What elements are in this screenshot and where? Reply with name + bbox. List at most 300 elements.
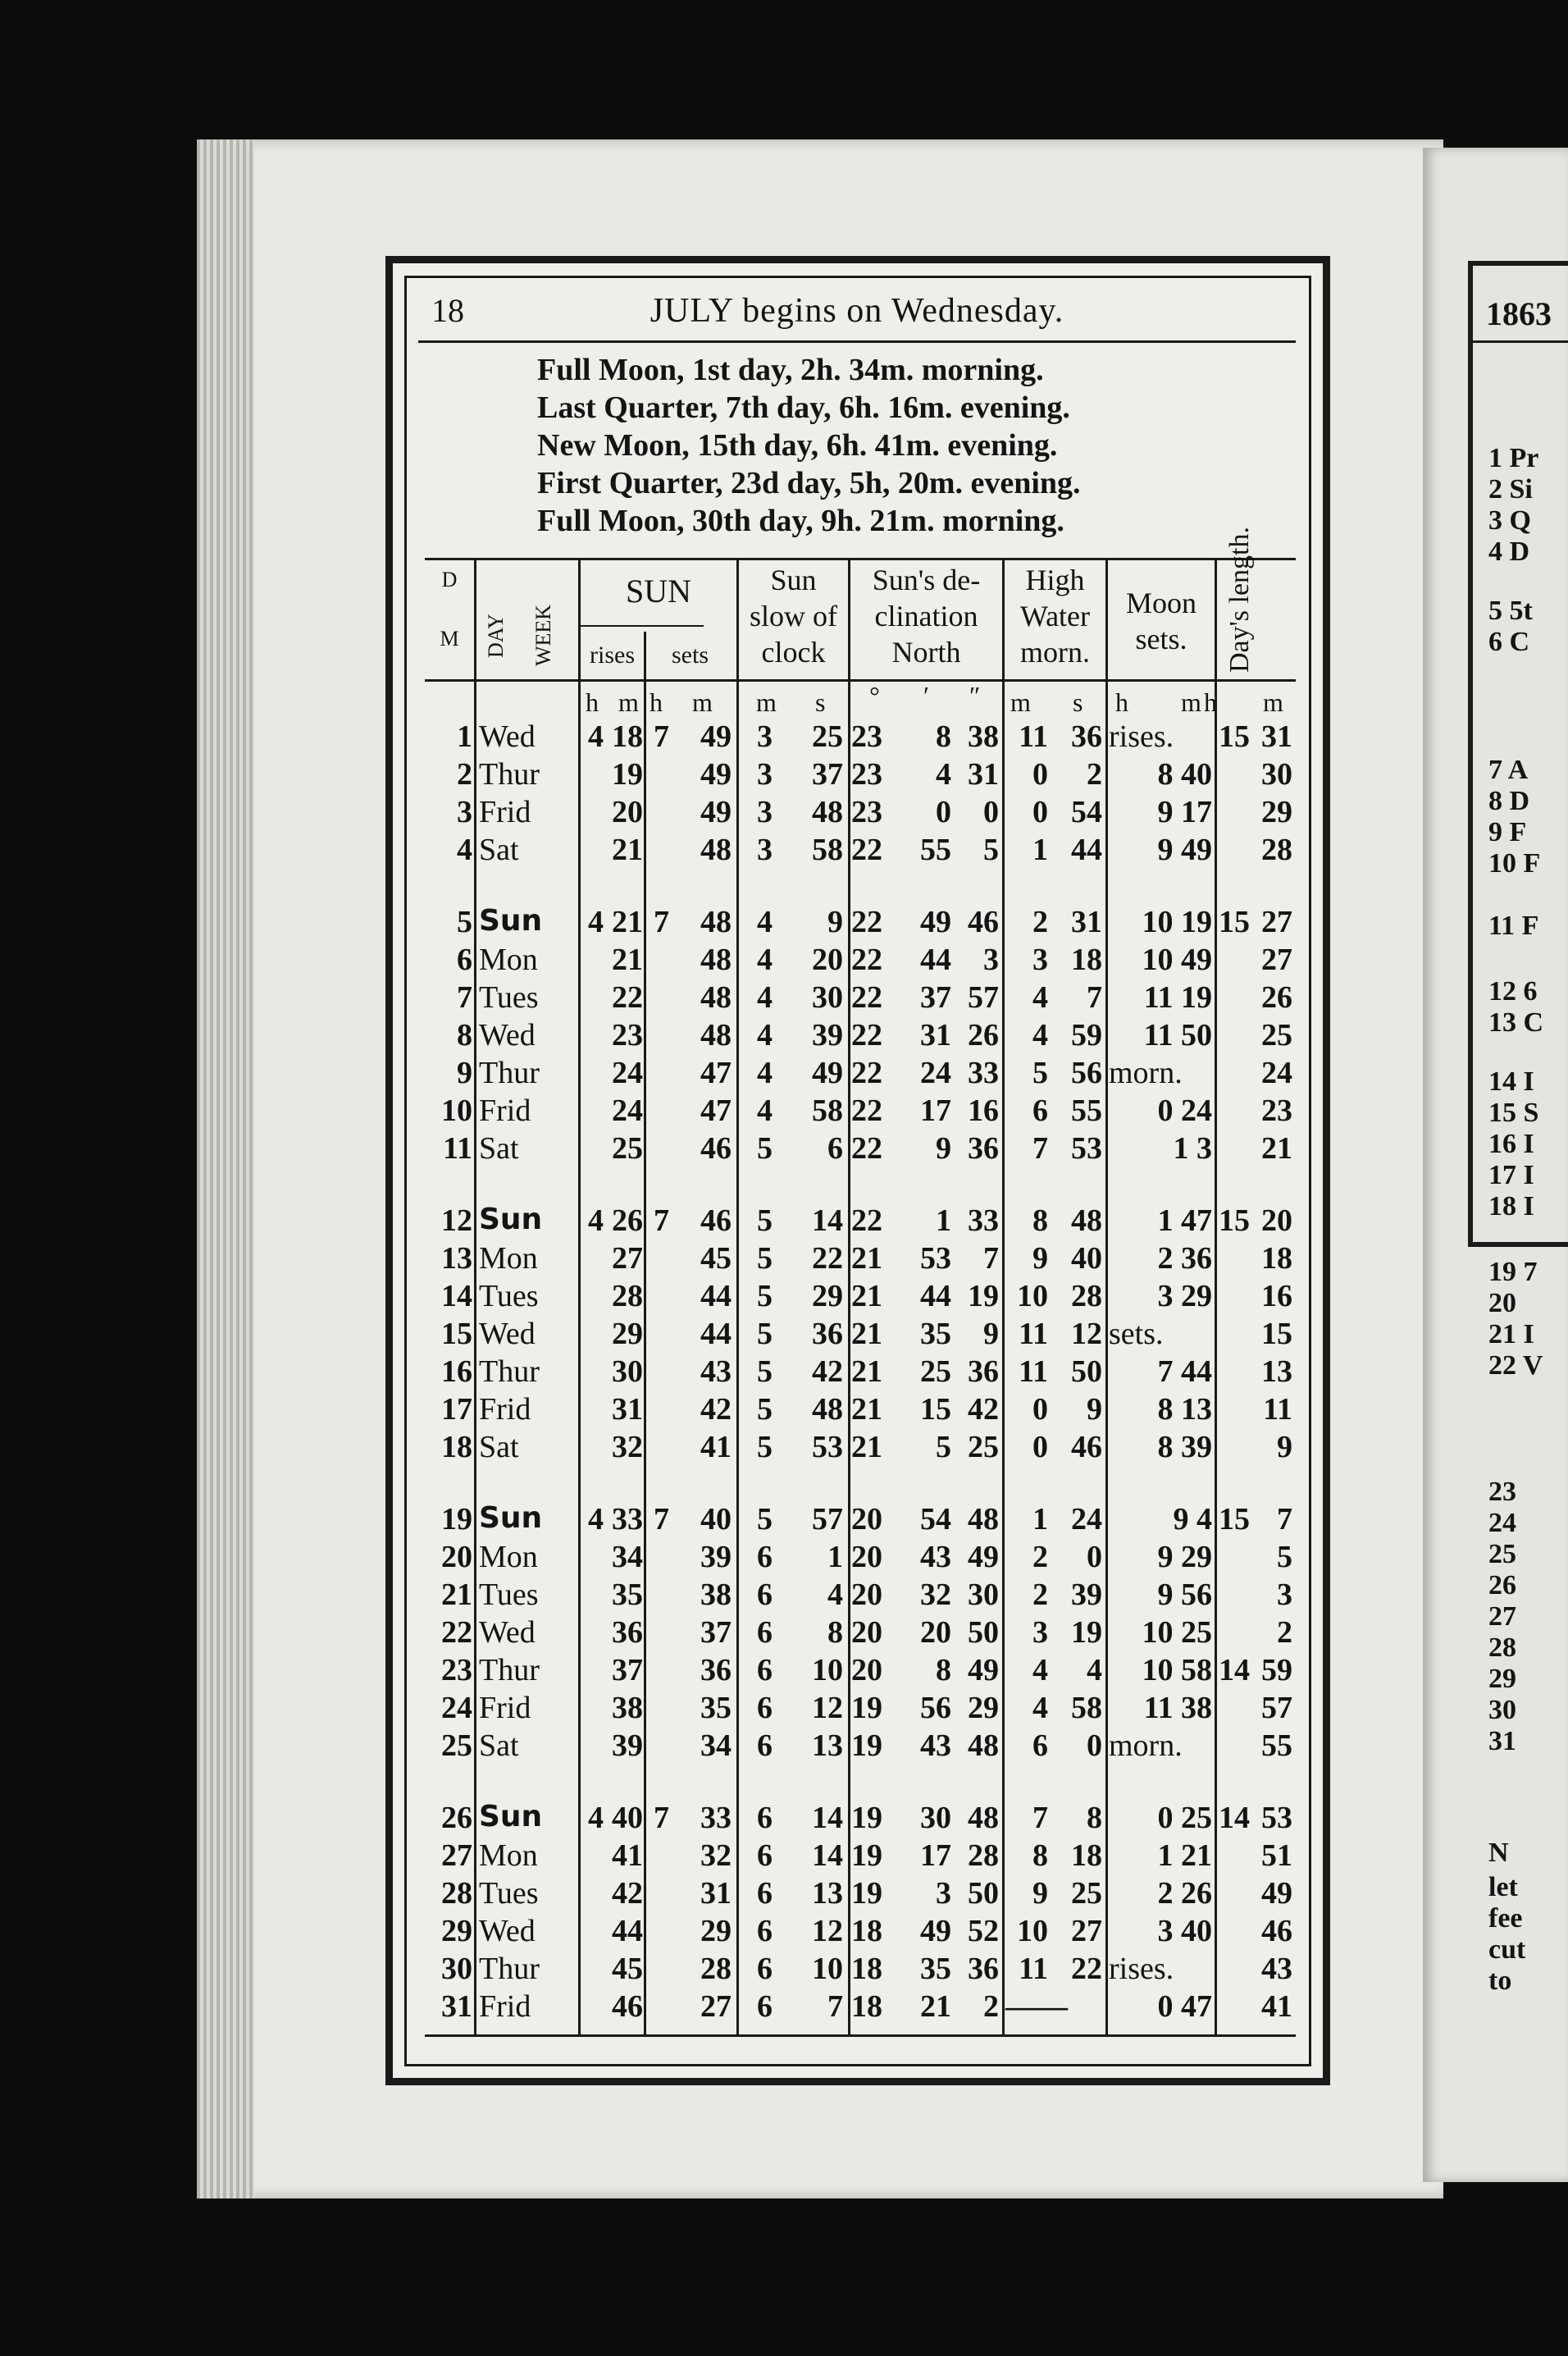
cell-slm: 6 — [757, 1728, 773, 1763]
cell-sls: 1 — [827, 1540, 843, 1574]
cell-sls: 58 — [812, 833, 843, 867]
cell-lm: 27 — [1261, 905, 1292, 939]
cell-dm: 53 — [920, 1241, 951, 1276]
page-number: 18 — [431, 292, 464, 329]
col-rule-slow — [736, 558, 739, 2034]
cell-day: Sat — [479, 1430, 519, 1464]
cell-lm: 20 — [1261, 1203, 1292, 1238]
unit-rise-m: m — [618, 687, 639, 717]
cell-dm: 0 — [936, 795, 951, 829]
moon-phase-2: Last Quarter, 7th day, 6h. 16m. evening. — [537, 390, 1070, 425]
cell-dd: 21 — [851, 1317, 882, 1351]
right-page-item: 18 I — [1488, 1191, 1534, 1221]
cell-sls: 57 — [812, 1502, 843, 1536]
cell-dd: 20 — [851, 1578, 882, 1612]
header-decl-1: Sun's de- — [872, 564, 981, 596]
cell-sh: 7 — [654, 905, 669, 939]
cell-day: Wed — [479, 719, 536, 754]
cell-hws: 18 — [1071, 943, 1102, 977]
right-page-item: cut — [1488, 1934, 1526, 1965]
cell-d: 2 — [457, 757, 472, 792]
right-page-item: 8 D — [1488, 786, 1530, 816]
cell-moon: 8 13 — [1157, 1392, 1212, 1427]
cell-hws: 46 — [1071, 1430, 1102, 1464]
unit-slow-s: s — [815, 687, 826, 717]
cell-hwm: 5 — [1032, 1056, 1048, 1090]
cell-dm: 43 — [920, 1540, 951, 1574]
cell-ds: 48 — [968, 1801, 999, 1835]
cell-hws: 55 — [1071, 1094, 1102, 1128]
header-sets: sets — [672, 642, 709, 669]
header-moon-1: Moon — [1125, 587, 1197, 619]
cell-sls: 29 — [812, 1279, 843, 1313]
cell-sm: 29 — [700, 1914, 732, 1948]
cell-hwm: 6 — [1032, 1728, 1048, 1763]
cell-sh: 7 — [654, 1203, 669, 1238]
cell-moon: 8 40 — [1157, 757, 1212, 792]
cell-slm: 5 — [757, 1317, 773, 1351]
cell-sm: 34 — [700, 1728, 732, 1763]
cell-day: Sun — [479, 904, 543, 938]
cell-hwm: 1 — [1032, 833, 1048, 867]
cell-dd: 21 — [851, 1354, 882, 1389]
cell-sm: 49 — [700, 719, 732, 754]
cell-day: Thur — [479, 757, 540, 792]
cell-lh: 15 — [1219, 719, 1250, 754]
right-page-item: N — [1488, 1838, 1509, 1868]
cell-hws: 4 — [1087, 1653, 1102, 1687]
cell-dm: 54 — [920, 1502, 951, 1536]
cell-d: 5 — [457, 905, 472, 939]
cell-ds: 3 — [983, 943, 999, 977]
unit-moon-h: h — [1115, 687, 1128, 717]
col-rule-moon — [1105, 558, 1108, 2034]
cell-sls: 14 — [812, 1838, 843, 1873]
cell-sls: 12 — [812, 1691, 843, 1725]
cell-dd: 20 — [851, 1502, 882, 1536]
right-page-item: 20 — [1488, 1288, 1516, 1318]
cell-ds: 16 — [968, 1094, 999, 1128]
cell-slm: 6 — [757, 1578, 773, 1612]
cell-rh: 4 — [588, 1203, 604, 1238]
header-d: D — [441, 568, 458, 591]
cell-rm: 25 — [612, 1131, 643, 1166]
cell-sh: 7 — [654, 1502, 669, 1536]
moon-phase-4: First Quarter, 23d day, 5h, 20m. evening. — [537, 466, 1081, 500]
unit-decl-sec: ″ — [969, 681, 981, 710]
cell-sm: 42 — [700, 1392, 732, 1427]
cell-slm: 3 — [757, 833, 773, 867]
cell-lm: 24 — [1261, 1056, 1292, 1090]
cell-sm: 46 — [700, 1131, 732, 1166]
header-slow-1: Sun — [770, 564, 817, 596]
cell-dm: 35 — [920, 1952, 951, 1986]
cell-lm: 23 — [1261, 1094, 1292, 1128]
cell-ds: 25 — [968, 1430, 999, 1464]
col-rule-hw — [1002, 558, 1005, 2034]
right-page-item: 2 Si — [1488, 474, 1533, 505]
right-page-item: fee — [1488, 1903, 1523, 1934]
header-slow-3: clock — [761, 636, 826, 669]
cell-hwm: 10 — [1017, 1914, 1048, 1948]
cell-slm: 6 — [757, 1989, 773, 2024]
cell-rm: 19 — [612, 757, 643, 792]
cell-rm: 42 — [612, 1876, 643, 1911]
cell-moon: 1 21 — [1157, 1838, 1212, 1873]
cell-hws: 7 — [1087, 980, 1102, 1015]
cell-dm: 15 — [920, 1392, 951, 1427]
cell-ds: 57 — [968, 980, 999, 1015]
cell-ds: 52 — [968, 1914, 999, 1948]
cell-dd: 20 — [851, 1615, 882, 1650]
cell-moon: 1 3 — [1173, 1131, 1212, 1166]
cell-sm: 47 — [700, 1056, 732, 1090]
cell-dd: 23 — [851, 757, 882, 792]
cell-dd: 20 — [851, 1653, 882, 1687]
cell-moon: 10 58 — [1142, 1653, 1212, 1687]
cell-sm: 28 — [700, 1952, 732, 1986]
cell-sm: 36 — [700, 1653, 732, 1687]
cell-hws: 36 — [1071, 719, 1102, 754]
right-page-item: 14 I — [1488, 1066, 1534, 1097]
right-page-item: 7 A — [1488, 755, 1529, 785]
cell-lm: 43 — [1261, 1952, 1292, 1986]
cell-rm: 40 — [612, 1801, 643, 1835]
cell-slm: 6 — [757, 1914, 773, 1948]
right-page-item: 3 Q — [1488, 505, 1531, 536]
cell-lm: 11 — [1263, 1392, 1292, 1427]
cell-moon: 11 38 — [1143, 1691, 1212, 1725]
cell-moon: 0 47 — [1157, 1989, 1212, 2024]
cell-dm: 5 — [936, 1430, 951, 1464]
cell-lm: 29 — [1261, 795, 1292, 829]
cell-ds: 42 — [968, 1392, 999, 1427]
header-day: DAY — [484, 614, 508, 658]
cell-moon: 1 47 — [1157, 1203, 1212, 1238]
table-bottom-rule — [425, 2034, 1296, 2037]
right-page-item: 27 — [1488, 1601, 1516, 1632]
cell-hws: 48 — [1071, 1203, 1102, 1238]
unit-hw-m: m — [1010, 687, 1031, 717]
cell-sls: 48 — [812, 795, 843, 829]
moon-phase-5: Full Moon, 30th day, 9h. 21m. morning. — [537, 504, 1064, 538]
cell-moon: 3 40 — [1157, 1914, 1212, 1948]
cell-dm: 31 — [920, 1018, 951, 1052]
cell-sls: 12 — [812, 1914, 843, 1948]
cell-hws: 50 — [1071, 1354, 1102, 1389]
cell-dm: 4 — [936, 757, 951, 792]
right-page-item: 12 6 — [1488, 976, 1538, 1007]
cell-dm: 3 — [936, 1876, 951, 1911]
cell-sm: 46 — [700, 1203, 732, 1238]
cell-day: Tues — [479, 1279, 539, 1313]
cell-day: Thur — [479, 1354, 540, 1389]
cell-slm: 6 — [757, 1653, 773, 1687]
cell-moon: 11 19 — [1143, 980, 1212, 1015]
cell-day: Mon — [479, 1540, 538, 1574]
cell-ds: 19 — [968, 1279, 999, 1313]
cell-slm: 6 — [757, 1876, 773, 1911]
cell-hwm: 0 — [1032, 795, 1048, 829]
header-decl-2: clination — [874, 600, 978, 632]
cell-dd: 22 — [851, 943, 882, 977]
moon-phase-1: Full Moon, 1st day, 2h. 34m. morning. — [537, 353, 1044, 387]
cell-dm: 56 — [920, 1691, 951, 1725]
cell-moon: 10 19 — [1142, 905, 1212, 939]
cell-slm: 4 — [757, 980, 773, 1015]
cell-dd: 22 — [851, 905, 882, 939]
cell-sls: 25 — [812, 719, 843, 754]
cell-d: 3 — [457, 795, 472, 829]
cell-sls: 30 — [812, 980, 843, 1015]
cell-slm: 6 — [757, 1838, 773, 1873]
cell-hws: 12 — [1071, 1317, 1102, 1351]
cell-slm: 6 — [757, 1801, 773, 1835]
cell-hws: 22 — [1071, 1952, 1102, 1986]
cell-dm: 8 — [936, 1653, 951, 1687]
cell-ds: 9 — [983, 1317, 999, 1351]
cell-rm: 36 — [612, 1615, 643, 1650]
unit-set-m: m — [692, 687, 713, 717]
cell-day: Wed — [479, 1317, 536, 1351]
cell-sh: 7 — [654, 1801, 669, 1835]
cell-sm: 35 — [700, 1691, 732, 1725]
cell-lm: 18 — [1261, 1241, 1292, 1276]
cell-dm: 21 — [920, 1989, 951, 2024]
cell-day: Mon — [479, 1838, 538, 1873]
cell-sm: 43 — [700, 1354, 732, 1389]
cell-rm: 41 — [612, 1838, 643, 1873]
cell-moon: 10 25 — [1142, 1615, 1212, 1650]
cell-sm: 31 — [700, 1876, 732, 1911]
cell-sls: 42 — [812, 1354, 843, 1389]
cell-rm: 37 — [612, 1653, 643, 1687]
header-bottom-rule — [425, 679, 1296, 682]
cell-moon: rises. — [1109, 719, 1174, 754]
cell-hws: 53 — [1071, 1131, 1102, 1166]
cell-day: Frid — [479, 1989, 531, 2024]
cell-rm: 28 — [612, 1279, 643, 1313]
cell-lm: 7 — [1277, 1502, 1292, 1536]
cell-ds: 36 — [968, 1131, 999, 1166]
cell-hwm: 4 — [1032, 1018, 1048, 1052]
cell-day: Thur — [479, 1056, 540, 1090]
cell-rm: 18 — [612, 719, 643, 754]
cell-slm: 5 — [757, 1354, 773, 1389]
cell-hwm: 4 — [1032, 980, 1048, 1015]
cell-day: Frid — [479, 1691, 531, 1725]
cell-ds: 29 — [968, 1691, 999, 1725]
cell-sls: 39 — [812, 1018, 843, 1052]
unit-slow-m: m — [756, 687, 777, 717]
cell-dd: 18 — [851, 1952, 882, 1986]
cell-d: 31 — [441, 1989, 472, 2024]
cell-dm: 43 — [920, 1728, 951, 1763]
cell-moon: 11 50 — [1143, 1018, 1212, 1052]
cell-dd: 19 — [851, 1691, 882, 1725]
cell-hwm: 11 — [1019, 1317, 1048, 1351]
cell-hwm: 11 — [1019, 719, 1048, 754]
right-page-item: 22 V — [1488, 1350, 1543, 1381]
cell-ds: 49 — [968, 1540, 999, 1574]
cell-rh: 4 — [588, 1502, 604, 1536]
cell-rm: 31 — [612, 1392, 643, 1427]
right-page-item: 31 — [1488, 1726, 1516, 1756]
col-rule-decl — [848, 558, 850, 2034]
cell-sm: 49 — [700, 757, 732, 792]
cell-ds: 31 — [968, 757, 999, 792]
cell-hwm: 0 — [1032, 757, 1048, 792]
cell-hws: 27 — [1071, 1914, 1102, 1948]
cell-moon: 9 56 — [1157, 1578, 1212, 1612]
cell-dm: 44 — [920, 943, 951, 977]
right-page-item: 25 — [1488, 1539, 1516, 1569]
cell-dd: 21 — [851, 1392, 882, 1427]
cell-d: 20 — [441, 1540, 472, 1574]
cell-ds: 50 — [968, 1615, 999, 1650]
right-page-item: 6 C — [1488, 627, 1530, 657]
cell-lh: 15 — [1219, 1203, 1250, 1238]
page-title: JULY begins on Wednesday. — [650, 292, 1064, 330]
cell-slm: 5 — [757, 1430, 773, 1464]
cell-sm: 48 — [700, 1018, 732, 1052]
cell-day: Tues — [479, 1876, 539, 1911]
cell-dd: 21 — [851, 1430, 882, 1464]
cell-rm: 23 — [612, 1018, 643, 1052]
cell-rm: 39 — [612, 1728, 643, 1763]
cell-sls: 10 — [812, 1653, 843, 1687]
cell-ds: 26 — [968, 1018, 999, 1052]
cell-day: Thur — [479, 1952, 540, 1986]
right-page-item: 17 I — [1488, 1160, 1534, 1190]
header-sun: SUN — [625, 573, 692, 610]
right-page-item: 16 I — [1488, 1129, 1534, 1159]
cell-moon: 10 49 — [1142, 943, 1212, 977]
cell-slm: 6 — [757, 1540, 773, 1574]
cell-ds: 5 — [983, 833, 999, 867]
cell-d: 14 — [441, 1279, 472, 1313]
cell-dd: 22 — [851, 980, 882, 1015]
cell-ds: 33 — [968, 1056, 999, 1090]
cell-rm: 32 — [612, 1430, 643, 1464]
cell-dm: 55 — [920, 833, 951, 867]
cell-sls: 4 — [827, 1578, 843, 1612]
cell-moon: 0 24 — [1157, 1094, 1212, 1128]
cell-dd: 22 — [851, 1018, 882, 1052]
cell-dd: 19 — [851, 1838, 882, 1873]
unit-len-h: h — [1204, 687, 1217, 717]
right-page-item: 5 5t — [1488, 596, 1533, 626]
cell-d: 1 — [457, 719, 472, 754]
cell-hws: 2 — [1087, 757, 1102, 792]
right-page-item: 9 F — [1488, 817, 1527, 847]
cell-dd: 22 — [851, 1056, 882, 1090]
moon-phase-3: New Moon, 15th day, 6h. 41m. evening. — [537, 428, 1058, 463]
cell-sls: 13 — [812, 1876, 843, 1911]
unit-decl-deg: ° — [869, 681, 880, 710]
cell-dd: 22 — [851, 1203, 882, 1238]
cell-slm: 4 — [757, 1056, 773, 1090]
cell-d: 8 — [457, 1018, 472, 1052]
cell-d: 11 — [443, 1131, 472, 1166]
right-page-item: 26 — [1488, 1570, 1516, 1600]
cell-ds: 36 — [968, 1354, 999, 1389]
right-page-item: 19 7 — [1488, 1257, 1538, 1287]
cell-lm: 27 — [1261, 943, 1292, 977]
cell-moon: morn. — [1109, 1728, 1183, 1763]
unit-len-m: m — [1263, 687, 1283, 717]
cell-dm: 20 — [920, 1615, 951, 1650]
cell-ds: 48 — [968, 1728, 999, 1763]
cell-ds: 33 — [968, 1203, 999, 1238]
cell-sm: 37 — [700, 1615, 732, 1650]
cell-dd: 23 — [851, 795, 882, 829]
cell-dd: 19 — [851, 1801, 882, 1835]
cell-hwm: 0 — [1032, 1392, 1048, 1427]
cell-hws: 28 — [1071, 1279, 1102, 1313]
cell-rm: 24 — [612, 1094, 643, 1128]
right-page-item: 13 C — [1488, 1007, 1544, 1038]
cell-slm: 5 — [757, 1131, 773, 1166]
cell-lm: 28 — [1261, 833, 1292, 867]
cell-lm: 49 — [1261, 1876, 1292, 1911]
cell-slm: 6 — [757, 1615, 773, 1650]
cell-dm: 44 — [920, 1279, 951, 1313]
cell-ds: 49 — [968, 1653, 999, 1687]
cell-sm: 44 — [700, 1279, 732, 1313]
page-edges — [197, 139, 254, 2198]
cell-hwm: 8 — [1032, 1838, 1048, 1873]
cell-hws: 0 — [1087, 1728, 1102, 1763]
cell-moon: 7 44 — [1157, 1354, 1212, 1389]
cell-hwm: 6 — [1032, 1094, 1048, 1128]
cell-sls: 10 — [812, 1952, 843, 1986]
cell-ds: 7 — [983, 1241, 999, 1276]
cell-lm: 25 — [1261, 1018, 1292, 1052]
right-page-item: 23 — [1488, 1477, 1516, 1507]
cell-d: 30 — [441, 1952, 472, 1986]
cell-rm: 35 — [612, 1578, 643, 1612]
cell-day: Sun — [479, 1203, 543, 1236]
cell-lm: 41 — [1261, 1989, 1292, 2024]
cell-day: Frid — [479, 1094, 531, 1128]
cell-day: Sat — [479, 833, 519, 867]
cell-day: Sun — [479, 1501, 543, 1535]
cell-hwm: 11 — [1019, 1354, 1048, 1389]
cell-ds: 28 — [968, 1838, 999, 1873]
cell-moon: 3 29 — [1157, 1279, 1212, 1313]
cell-hws: 19 — [1071, 1615, 1102, 1650]
right-page-item: 30 — [1488, 1695, 1516, 1725]
cell-ds: 48 — [968, 1502, 999, 1536]
cell-lm: 59 — [1261, 1653, 1292, 1687]
right-page-item: 24 — [1488, 1508, 1516, 1538]
cell-day: Tues — [479, 980, 539, 1015]
cell-slm: 5 — [757, 1502, 773, 1536]
header-week: WEEK — [531, 604, 555, 666]
cell-lm: 5 — [1277, 1540, 1292, 1574]
cell-dd: 22 — [851, 1094, 882, 1128]
header-length: Day's length. — [1224, 527, 1255, 673]
cell-slm: 5 — [757, 1279, 773, 1313]
cell-moon: 2 36 — [1157, 1241, 1212, 1276]
cell-lm: 3 — [1277, 1578, 1292, 1612]
cell-sm: 33 — [700, 1801, 732, 1835]
cell-sls: 20 — [812, 943, 843, 977]
cell-sm: 27 — [700, 1989, 732, 2024]
unit-decl-min: ′ — [923, 681, 929, 710]
cell-d: 21 — [441, 1578, 472, 1612]
